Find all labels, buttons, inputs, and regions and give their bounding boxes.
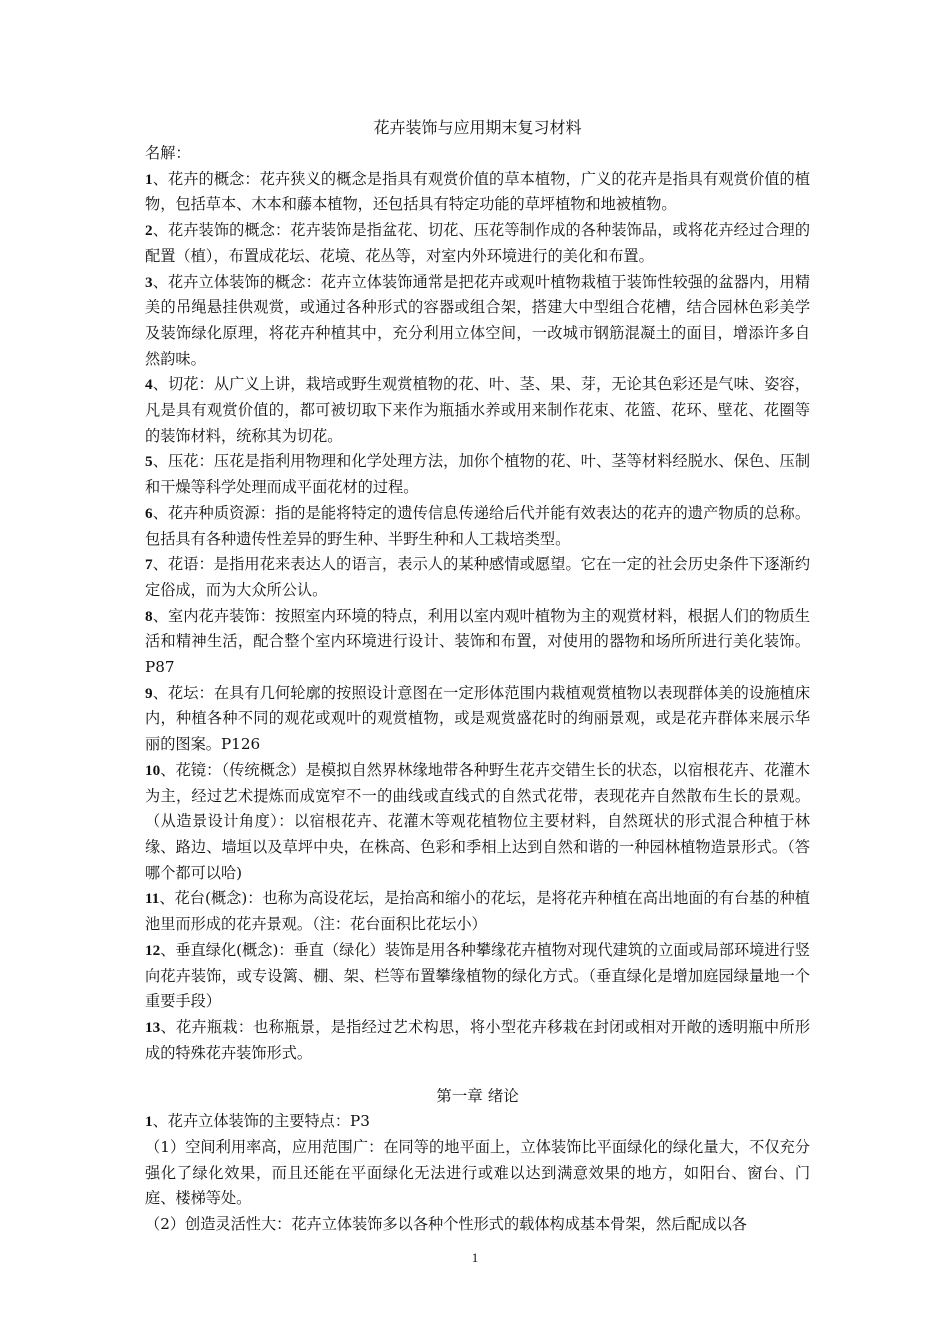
definition-item	[145, 886, 810, 937]
definition-item	[145, 758, 810, 887]
document-body	[145, 115, 810, 1238]
definition-item	[145, 681, 810, 758]
definition-item	[145, 552, 810, 603]
item-text: 、压花：压花是指利用物理和化学处理方法，加你个植物的花、叶、茎等材料经脱水、保色、压制和干燥等科学处理而成平面花材的过程。	[145, 452, 810, 497]
item-number: 2	[145, 222, 153, 240]
item-text: 、花镜：（传统概念）是模拟自然界林缘地带各种野生花卉交错生长的状态，以宿根花卉、花灌木为主，经过艺术提炼而成宽窄不一的曲线或直线式的自然式花带，表现花卉自然散布生长的景观。（从造景设计角度）：以宿根花卉、花灌木等观花植物位主要材料，自然斑状的形式混合种植于林缘、路边、墙垣以及草坪中央，在株高、色彩和季相上达到自然和谐的一种园林植物造景形式。（答哪个都可以哈)	[145, 760, 810, 882]
item-number: 5	[145, 453, 153, 471]
definition-item	[145, 372, 810, 449]
item-text: 、切花：从广义上讲，栽培或野生观赏植物的花、叶、茎、果、芽，无论其色彩还是气味、姿容，凡是具有观赏价值的，都可被切取下来作为瓶插水养或用来制作花束、花篮、花环、壁花、花圈等的装饰材料，统称其为切花。	[145, 375, 810, 445]
section-label: 名解：	[145, 144, 191, 162]
chapter-paragraph: （2）创造灵活性大：花卉立体装饰多以各种个性形式的载体构成基本骨架，然后配成以各	[145, 1215, 747, 1234]
item-text: 、花卉装饰的概念：花卉装饰是指盆花、切花、压花等制作成的各种装饰品，或将花卉经过合理的配置（植），布置成花坛、花境、花丛等，对室内外环境进行的美化和布置。	[145, 221, 810, 265]
item-text: 、花卉种质资源：指的是能将特定的遗传信息传递给后代并能有效表达的花卉的遗产物质的总称。包括具有各种遗传性差异的野生种、半野生种和人工栽培类型。	[145, 503, 810, 548]
chapter-item	[145, 1109, 810, 1135]
definitions-list	[145, 167, 810, 1067]
document-title: 花卉装饰与应用期末复习材料	[373, 118, 582, 137]
item-text: 、垂直绿化(概念)：垂直（绿化）装饰是用各种攀缘花卉植物对现代建筑的立面或局部环境进行竖向花卉装饰，或专设篱、棚、架、栏等布置攀缘植物的绿化方式。（垂直绿化是增加庭园绿量地一个重要手段）	[145, 940, 810, 1011]
item-number: 7	[145, 556, 153, 574]
item-text: 、室内花卉装饰：按照室内环境的特点，利用以室内观叶植物为主的观赏材料，根据人们的物质生活和精神生活，配合整个室内环境进行设计、装饰和布置，对使用的器物和场所所进行美化装饰。P87	[145, 606, 810, 677]
page-number: 1	[471, 1250, 479, 1265]
item-number: 12	[145, 941, 161, 959]
item-number: 10	[145, 761, 161, 779]
definition-item	[145, 501, 810, 552]
item-number: 1	[145, 170, 153, 188]
item-number: 3	[145, 273, 153, 291]
definition-item	[145, 449, 810, 500]
item-text: 、花卉瓶栽：也称瓶景，是指经过艺术构思，将小型花卉移栽在封闭或相对开敞的透明瓶中所形成的特殊花卉装饰形式。	[145, 1017, 810, 1062]
item-text: 、花卉立体装饰的概念：花卉立体装饰通常是把花卉或观叶植物栽植于装饰性较强的盆器内，用精美的吊绳悬挂供观赏，或通过各种形式的容器或组合架，搭建大中型组合花槽，结合园林色彩美学及装饰绿化原理，将花卉种植其中，充分利用立体空间，一改城市钢筋混凝土的面目，增添许多自然韵味。	[145, 272, 810, 368]
item-text: 、花卉立体装饰的主要特点：P3	[152, 1112, 370, 1131]
item-number: 8	[145, 607, 153, 625]
item-text: 、花台(概念)：也称为高设花坛，是抬高和缩小的花坛，是将花卉种植在高出地面的有台基的种植池里而形成的花卉景观。（注：花台面积比花坛小）	[145, 889, 810, 934]
chapter-heading: 第一章 绪论	[436, 1087, 519, 1106]
item-number: 13	[145, 1018, 161, 1036]
item-number: 1	[145, 1113, 153, 1131]
definition-item	[145, 270, 810, 373]
definition-item	[145, 1015, 810, 1066]
definition-item	[145, 604, 810, 681]
item-number: 11	[145, 890, 160, 908]
definition-item	[145, 938, 810, 1015]
item-text: 、花坛：在具有几何轮廓的按照设计意图在一定形体范围内栽植观赏植物以表现群体美的设施植床内，种植各种不同的观花或观叶的观赏植物，或是观赏盛花时的绚丽景观，或是花卉群体来展示华丽的图案。P126	[145, 683, 810, 754]
definition-item	[145, 167, 810, 218]
chapter-paragraph: （1）空间利用率高，应用范围广：在同等的地平面上，立体装饰比平面绿化的绿化量大，不仅充分强化了绿化效果，而且还能在平面绿化无法进行或难以达到满意效果的地方，如阳台、窗台、门庭、楼梯等处。	[145, 1138, 810, 1208]
item-number: 6	[145, 504, 153, 522]
item-text: 、花卉的概念：花卉狭义的概念是指具有观赏价值的草本植物，广义的花卉是指具有观赏价值的植物，包括草本、木本和藤本植物，还包括具有特定功能的草坪植物和地被植物。	[145, 169, 810, 214]
item-text: 、花语：是指用花来表达人的语言，表示人的某种感情或愿望。它在一定的社会历史条件下逐渐约定俗成，而为大众所公认。	[145, 555, 810, 599]
definition-item	[145, 218, 810, 269]
item-number: 4	[145, 376, 153, 394]
item-number: 9	[145, 684, 153, 702]
